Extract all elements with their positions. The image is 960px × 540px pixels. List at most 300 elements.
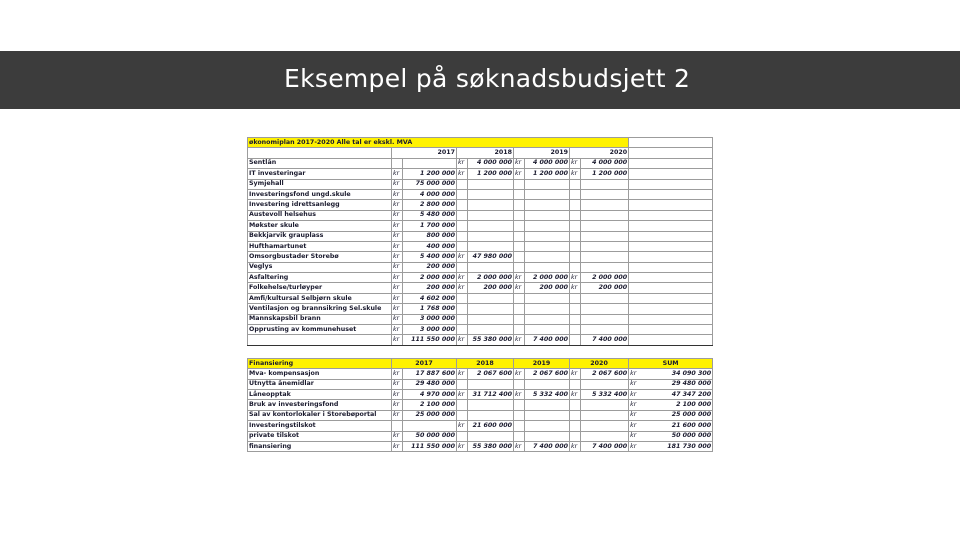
fin-2019-value <box>525 410 570 420</box>
budget-spreadsheet <box>247 137 712 452</box>
fin-sum-amount: 34 090 300 <box>671 369 712 377</box>
plan-row-label: Opprusting av kommunehuset <box>248 325 392 335</box>
plan-total-2017-value: 111 550 000 <box>403 335 457 345</box>
plan-2020-kr: kr <box>570 283 581 293</box>
fin-2020-kr <box>570 400 581 410</box>
plan-row-label: Investeringsfond ungd.skule <box>248 189 392 199</box>
plan-2020-kr <box>570 293 581 303</box>
plan-2017-value: 4 000 000 <box>403 189 457 199</box>
plan-2020-value <box>581 293 629 303</box>
plan-2020-value: 4 000 000 <box>581 158 629 168</box>
fin-sum-value <box>629 369 713 379</box>
plan-row <box>248 283 713 293</box>
plan-2017-value <box>403 158 457 168</box>
fin-2017-value: 111 550 000 <box>403 441 457 451</box>
plan-2018-kr <box>457 231 468 241</box>
plan-total-2020-kr <box>570 335 581 345</box>
plan-2017-value: 800 000 <box>403 231 457 241</box>
year-2018: 2018 <box>457 148 514 158</box>
plan-2019-value <box>525 221 570 231</box>
fin-sum-value <box>629 389 713 399</box>
fin-2019-kr: kr <box>514 389 525 399</box>
plan-row-label: IT investeringar <box>248 169 392 179</box>
plan-2020-kr <box>570 325 581 335</box>
fin-2017-value: 29 480 000 <box>403 379 457 389</box>
plan-row <box>248 200 713 210</box>
plan-2018-kr <box>457 189 468 199</box>
plan-2018-kr <box>457 210 468 220</box>
plan-2017-kr: kr <box>392 293 403 303</box>
fin-2018-value: 31 712 400 <box>468 389 514 399</box>
plan-row-label: Omsorgbustader Storebø <box>248 252 392 262</box>
slide-title: Eksempel på søknadsbudsjett 2 <box>284 64 691 93</box>
plan-2017-kr: kr <box>392 304 403 314</box>
financing-row <box>248 369 713 379</box>
fin-2017-value: 4 970 000 <box>403 389 457 399</box>
plan-row <box>248 304 713 314</box>
fin-2018-kr: kr <box>457 369 468 379</box>
year-2020: 2020 <box>570 148 629 158</box>
plan-2019-kr <box>514 304 525 314</box>
financing-row-label: Låneopptak <box>248 389 392 399</box>
plan-2017-kr: kr <box>392 325 403 335</box>
plan-2019-kr <box>514 221 525 231</box>
fin-2018-value: 55 380 000 <box>468 441 514 451</box>
fin-2017-kr: kr <box>392 389 403 399</box>
plan-2017-kr <box>392 158 403 168</box>
fin-sum-kr: kr <box>630 390 637 398</box>
financing-row-label: Investeringstilskot <box>248 421 392 431</box>
plan-2018-kr <box>457 304 468 314</box>
plan-2019-value <box>525 293 570 303</box>
plan-2020-value: 200 000 <box>581 283 629 293</box>
fin-year-2020: 2020 <box>570 358 629 368</box>
plan-row <box>248 262 713 272</box>
plan-row <box>248 189 713 199</box>
fin-2020-value: 2 067 600 <box>581 369 629 379</box>
fin-2017-value: 50 000 000 <box>403 431 457 441</box>
plan-row <box>248 241 713 251</box>
plan-2019-value <box>525 231 570 241</box>
plan-2020-value <box>581 314 629 324</box>
plan-2017-value: 5 400 000 <box>403 252 457 262</box>
financing-row-label: Mva- kompensasjon <box>248 369 392 379</box>
plan-row <box>248 158 713 168</box>
plan-2020-kr <box>570 189 581 199</box>
plan-total-2018-value: 55 380 000 <box>468 335 514 345</box>
fin-2019-value <box>525 431 570 441</box>
financing-row-label: Bruk av investeringsfond <box>248 400 392 410</box>
fin-sum-kr: kr <box>630 421 637 429</box>
plan-2017-kr: kr <box>392 179 403 189</box>
plan-total-row <box>248 335 713 345</box>
fin-sum-header: SUM <box>629 358 713 368</box>
plan-row-label: Amfi/kultursal Selbjørn skule <box>248 293 392 303</box>
plan-2020-kr <box>570 262 581 272</box>
plan-row-label: Veglys <box>248 262 392 272</box>
plan-2019-kr <box>514 231 525 241</box>
title-banner <box>0 51 960 109</box>
plan-total-2017-kr: kr <box>392 335 403 345</box>
fin-2019-kr <box>514 379 525 389</box>
fin-2018-kr <box>457 400 468 410</box>
fin-2020-value <box>581 431 629 441</box>
plan-2019-value <box>525 252 570 262</box>
fin-2017-value: 25 000 000 <box>403 410 457 420</box>
plan-row <box>248 231 713 241</box>
plan-2019-kr <box>514 262 525 272</box>
year-2019: 2019 <box>514 148 570 158</box>
plan-2017-kr: kr <box>392 273 403 283</box>
plan-2020-value <box>581 262 629 272</box>
plan-2019-kr <box>514 241 525 251</box>
plan-row <box>248 325 713 335</box>
plan-2017-value: 1 200 000 <box>403 169 457 179</box>
fin-2017-kr: kr <box>392 441 403 451</box>
plan-row-label: Symjehall <box>248 179 392 189</box>
plan-row-label: Ventilasjon og brannsikring Sel.skule <box>248 304 392 314</box>
fin-2018-kr: kr <box>457 421 468 431</box>
plan-2017-kr: kr <box>392 252 403 262</box>
fin-sum-kr: kr <box>630 380 637 388</box>
plan-2017-value: 3 000 000 <box>403 325 457 335</box>
fin-2020-kr <box>570 421 581 431</box>
plan-2018-value <box>468 314 514 324</box>
fin-2020-kr: kr <box>570 441 581 451</box>
fin-2020-kr: kr <box>570 369 581 379</box>
plan-2018-value <box>468 293 514 303</box>
fin-2019-value: 5 332 400 <box>525 389 570 399</box>
fin-year-2018: 2018 <box>457 358 514 368</box>
financing-row <box>248 410 713 420</box>
plan-2018-value <box>468 200 514 210</box>
financing-header-row <box>248 358 713 368</box>
financing-row-label: private tilskot <box>248 431 392 441</box>
plan-2020-value <box>581 231 629 241</box>
fin-sum-kr: kr <box>630 401 637 409</box>
plan-title: økonomiplan 2017-2020 Alle tal er ekskl. MVA <box>248 138 629 148</box>
plan-2017-value: 4 602 000 <box>403 293 457 303</box>
fin-2019-value: 7 400 000 <box>525 441 570 451</box>
fin-2019-kr <box>514 410 525 420</box>
fin-2020-value <box>581 400 629 410</box>
fin-2020-value: 7 400 000 <box>581 441 629 451</box>
plan-2017-kr: kr <box>392 231 403 241</box>
plan-2020-kr: kr <box>570 169 581 179</box>
fin-2020-value: 5 332 400 <box>581 389 629 399</box>
plan-title-row <box>248 138 713 148</box>
fin-2018-value <box>468 379 514 389</box>
plan-2020-kr <box>570 304 581 314</box>
plan-2019-kr: kr <box>514 273 525 283</box>
fin-2019-value <box>525 379 570 389</box>
plan-2018-value: 1 200 000 <box>468 169 514 179</box>
fin-sum-kr: kr <box>630 369 637 377</box>
plan-2019-kr <box>514 293 525 303</box>
fin-2017-kr: kr <box>392 369 403 379</box>
plan-2018-kr: kr <box>457 283 468 293</box>
fin-2019-value <box>525 400 570 410</box>
fin-2020-kr <box>570 379 581 389</box>
fin-2019-kr <box>514 400 525 410</box>
fin-sum-kr: kr <box>630 432 637 440</box>
plan-2020-kr <box>570 179 581 189</box>
plan-2018-value <box>468 210 514 220</box>
fin-2017-value <box>403 421 457 431</box>
plan-2017-value: 2 800 000 <box>403 200 457 210</box>
plan-2018-value <box>468 221 514 231</box>
plan-2017-kr: kr <box>392 314 403 324</box>
fin-2020-value <box>581 421 629 431</box>
plan-row <box>248 169 713 179</box>
plan-2018-kr <box>457 179 468 189</box>
plan-2018-value <box>468 304 514 314</box>
fin-2018-value: 2 067 600 <box>468 369 514 379</box>
plan-row-label: Folkehelse/turløyper <box>248 283 392 293</box>
financing-row <box>248 431 713 441</box>
plan-2018-value <box>468 231 514 241</box>
plan-total-2019-kr: kr <box>514 335 525 345</box>
fin-sum-amount: 21 600 000 <box>671 421 712 429</box>
financing-row <box>248 421 713 431</box>
financing-row <box>248 379 713 389</box>
fin-2018-value <box>468 400 514 410</box>
plan-row-label: Austevoll helsehus <box>248 210 392 220</box>
plan-2019-kr <box>514 189 525 199</box>
fin-2018-kr: kr <box>457 441 468 451</box>
fin-2020-kr: kr <box>570 389 581 399</box>
plan-row-label: Sentlån <box>248 158 392 168</box>
plan-2018-kr <box>457 314 468 324</box>
plan-2017-value: 200 000 <box>403 262 457 272</box>
fin-2020-value <box>581 410 629 420</box>
plan-2019-value <box>525 325 570 335</box>
financing-row <box>248 441 713 451</box>
plan-2017-kr: kr <box>392 189 403 199</box>
plan-2018-kr <box>457 241 468 251</box>
plan-total-2019-value: 7 400 000 <box>525 335 570 345</box>
fin-sum-amount: 29 480 000 <box>671 380 712 388</box>
plan-years-row <box>248 148 713 158</box>
plan-2020-value <box>581 210 629 220</box>
fin-2018-value: 21 600 000 <box>468 421 514 431</box>
fin-2018-value <box>468 431 514 441</box>
financing-header-label: Finansiering <box>248 358 392 368</box>
plan-2017-value: 1 700 000 <box>403 221 457 231</box>
plan-2019-kr: kr <box>514 283 525 293</box>
plan-total-2018-kr: kr <box>457 335 468 345</box>
plan-2020-value <box>581 189 629 199</box>
plan-2020-kr <box>570 200 581 210</box>
fin-2018-kr: kr <box>457 389 468 399</box>
plan-2020-kr <box>570 252 581 262</box>
fin-2017-kr: kr <box>392 431 403 441</box>
plan-2019-kr <box>514 252 525 262</box>
plan-2019-kr: kr <box>514 158 525 168</box>
fin-2020-kr <box>570 431 581 441</box>
plan-2020-value <box>581 325 629 335</box>
fin-sum-amount: 25 000 000 <box>671 411 712 419</box>
plan-2017-kr: kr <box>392 283 403 293</box>
plan-2019-value: 4 000 000 <box>525 158 570 168</box>
plan-2019-kr <box>514 179 525 189</box>
plan-2019-value <box>525 179 570 189</box>
plan-row <box>248 293 713 303</box>
fin-2019-kr <box>514 421 525 431</box>
plan-2019-value <box>525 314 570 324</box>
plan-2018-value: 2 000 000 <box>468 273 514 283</box>
plan-row-label: Hufthamartunet <box>248 241 392 251</box>
fin-sum-kr: kr <box>630 411 637 419</box>
fin-sum-value <box>629 421 713 431</box>
fin-sum-value <box>629 431 713 441</box>
plan-2018-kr <box>457 262 468 272</box>
plan-2017-kr: kr <box>392 169 403 179</box>
plan-2020-value: 2 000 000 <box>581 273 629 283</box>
fin-2018-value <box>468 410 514 420</box>
fin-2020-value <box>581 379 629 389</box>
plan-total-2020-value: 7 400 000 <box>581 335 629 345</box>
fin-2017-value: 17 887 600 <box>403 369 457 379</box>
fin-2018-kr <box>457 410 468 420</box>
financing-row <box>248 389 713 399</box>
plan-2017-kr: kr <box>392 241 403 251</box>
fin-sum-amount: 50 000 000 <box>671 432 712 440</box>
plan-2018-value <box>468 179 514 189</box>
plan-2017-value: 400 000 <box>403 241 457 251</box>
plan-2020-value <box>581 200 629 210</box>
fin-sum-amount: 2 100 000 <box>676 401 712 409</box>
plan-2018-kr: kr <box>457 252 468 262</box>
plan-row-label: Asfaltering <box>248 273 392 283</box>
plan-2019-value <box>525 200 570 210</box>
plan-2019-value: 1 200 000 <box>525 169 570 179</box>
fin-sum-value <box>629 379 713 389</box>
fin-2019-value <box>525 421 570 431</box>
plan-2017-kr: kr <box>392 221 403 231</box>
financing-row <box>248 400 713 410</box>
plan-2017-kr: kr <box>392 200 403 210</box>
plan-row-label: Investering idrettsanlegg <box>248 200 392 210</box>
plan-2020-value <box>581 252 629 262</box>
plan-2017-value: 75 000 000 <box>403 179 457 189</box>
plan-2017-value: 5 480 000 <box>403 210 457 220</box>
fin-2018-kr <box>457 379 468 389</box>
fin-sum-value <box>629 441 713 451</box>
plan-row-label: Møkster skule <box>248 221 392 231</box>
plan-row-label: Bekkjarvik grauplass <box>248 231 392 241</box>
fin-2019-kr: kr <box>514 441 525 451</box>
plan-2019-kr <box>514 325 525 335</box>
fin-year-2019: 2019 <box>514 358 570 368</box>
plan-2017-kr: kr <box>392 210 403 220</box>
plan-2018-kr <box>457 200 468 210</box>
plan-2020-kr <box>570 241 581 251</box>
plan-2019-value <box>525 262 570 272</box>
fin-2017-kr: kr <box>392 400 403 410</box>
plan-2018-value: 4 000 000 <box>468 158 514 168</box>
financing-row-label: Utnytta ånemidlar <box>248 379 392 389</box>
plan-2017-value: 3 000 000 <box>403 314 457 324</box>
plan-row <box>248 221 713 231</box>
fin-2019-value: 2 067 600 <box>525 369 570 379</box>
plan-row <box>248 210 713 220</box>
fin-2020-kr <box>570 410 581 420</box>
plan-row <box>248 252 713 262</box>
plan-2020-kr <box>570 231 581 241</box>
plan-2018-kr <box>457 325 468 335</box>
plan-2017-kr: kr <box>392 262 403 272</box>
year-2017: 2017 <box>392 148 457 158</box>
plan-2020-kr <box>570 221 581 231</box>
plan-2019-value: 200 000 <box>525 283 570 293</box>
plan-row-label: Mannskapsbil brann <box>248 314 392 324</box>
plan-2020-kr <box>570 314 581 324</box>
fin-sum-amount: 47 347 200 <box>671 390 712 398</box>
fin-sum-value <box>629 410 713 420</box>
budget-table <box>247 137 713 452</box>
plan-2018-value <box>468 262 514 272</box>
fin-2019-kr: kr <box>514 369 525 379</box>
plan-2018-value: 200 000 <box>468 283 514 293</box>
financing-row-label: finansiering <box>248 441 392 451</box>
plan-2019-value <box>525 210 570 220</box>
plan-2019-value <box>525 241 570 251</box>
plan-2019-kr <box>514 314 525 324</box>
fin-2017-kr <box>392 421 403 431</box>
plan-2018-value <box>468 241 514 251</box>
plan-2018-kr <box>457 293 468 303</box>
plan-2020-kr <box>570 210 581 220</box>
fin-2017-kr: kr <box>392 410 403 420</box>
plan-2017-value: 1 768 000 <box>403 304 457 314</box>
fin-2017-value: 2 100 000 <box>403 400 457 410</box>
fin-sum-kr: kr <box>630 442 637 450</box>
fin-sum-amount: 181 730 000 <box>667 442 712 450</box>
fin-sum-value <box>629 400 713 410</box>
fin-2017-kr: kr <box>392 379 403 389</box>
plan-2019-value: 2 000 000 <box>525 273 570 283</box>
fin-2018-kr <box>457 431 468 441</box>
plan-2019-kr <box>514 210 525 220</box>
plan-2018-kr: kr <box>457 169 468 179</box>
plan-2020-value <box>581 241 629 251</box>
financing-row-label: Sal av kontorlokaler i Storebøportal <box>248 410 392 420</box>
plan-2020-value: 1 200 000 <box>581 169 629 179</box>
plan-2017-value: 2 000 000 <box>403 273 457 283</box>
plan-2018-value <box>468 189 514 199</box>
plan-row <box>248 314 713 324</box>
plan-2019-value <box>525 304 570 314</box>
plan-2020-kr: kr <box>570 158 581 168</box>
plan-2018-value <box>468 325 514 335</box>
plan-2017-value: 200 000 <box>403 283 457 293</box>
plan-2020-value <box>581 179 629 189</box>
plan-row <box>248 273 713 283</box>
plan-2019-kr <box>514 200 525 210</box>
plan-2019-kr: kr <box>514 169 525 179</box>
plan-2018-kr: kr <box>457 158 468 168</box>
plan-2020-value <box>581 221 629 231</box>
plan-row <box>248 179 713 189</box>
plan-2020-kr: kr <box>570 273 581 283</box>
fin-year-2017: 2017 <box>392 358 457 368</box>
plan-2018-kr: kr <box>457 273 468 283</box>
plan-2019-value <box>525 189 570 199</box>
plan-2018-kr <box>457 221 468 231</box>
plan-2018-value: 47 980 000 <box>468 252 514 262</box>
plan-2020-value <box>581 304 629 314</box>
